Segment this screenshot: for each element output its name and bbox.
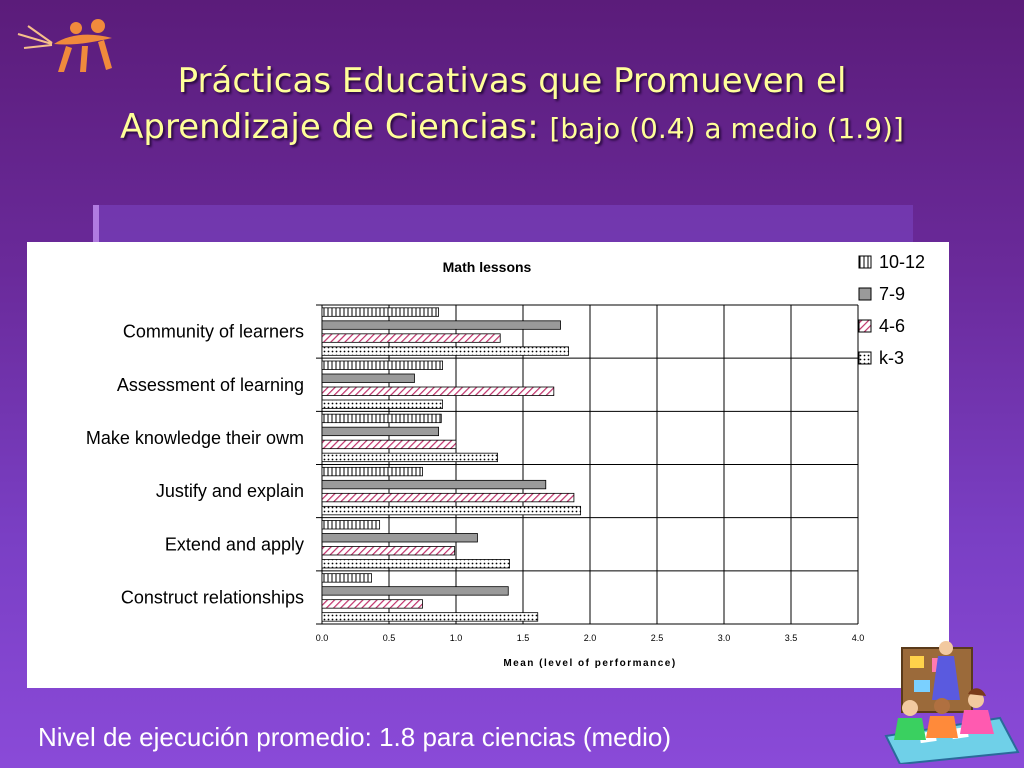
bar-4-6-3 xyxy=(322,493,574,502)
classroom-clipart-icon xyxy=(880,640,1020,764)
legend-label: 10-12 xyxy=(879,252,926,272)
bar-k-3-5 xyxy=(322,613,538,622)
bar-7-9-5 xyxy=(322,587,508,596)
category-label: Construct relationships xyxy=(120,587,304,608)
decorative-band-edge xyxy=(93,205,99,245)
bar-4-6-4 xyxy=(322,547,455,556)
x-tick-label: 1.0 xyxy=(449,633,463,643)
bar-7-9-1 xyxy=(322,374,414,383)
bar-k-3-0 xyxy=(322,347,569,356)
bar-4-6-2 xyxy=(322,440,456,449)
bar-k-3-3 xyxy=(322,506,581,515)
bar-7-9-2 xyxy=(322,427,439,436)
chart-panel xyxy=(27,242,949,688)
footer-note: Nivel de ejecución promedio: 1.8 para ciencias (medio) xyxy=(38,722,671,752)
bar-4-6-5 xyxy=(322,600,423,609)
legend-swatch-k-3 xyxy=(859,352,871,364)
x-tick-label: 1.5 xyxy=(516,633,530,643)
legend-swatch-7-9 xyxy=(859,288,871,300)
x-tick-label: 3.0 xyxy=(717,633,731,643)
legend-label: 4-6 xyxy=(879,316,906,336)
bar-10-12-4 xyxy=(322,521,380,530)
x-axis-label: Mean (level of performance) xyxy=(503,658,677,669)
legend-label: 7-9 xyxy=(879,284,906,304)
x-tick-label: 0.5 xyxy=(382,633,396,643)
legend-swatch-4-6 xyxy=(859,320,871,332)
category-label: Make knowledge their owm xyxy=(85,427,304,448)
title-line-1: Prácticas Educativas que Promueven el xyxy=(177,61,847,101)
category-label: Assessment of learning xyxy=(116,374,304,395)
x-tick-label: 2.5 xyxy=(650,633,664,643)
bar-10-12-2 xyxy=(322,414,441,423)
category-label: Community of learners xyxy=(122,321,304,342)
bar-chart xyxy=(27,242,949,688)
bar-7-9-3 xyxy=(322,480,546,489)
bar-k-3-4 xyxy=(322,560,510,569)
x-tick-label: 4.0 xyxy=(851,633,865,643)
chart-title: Math lessons xyxy=(442,259,532,275)
bar-4-6-0 xyxy=(322,334,500,343)
bar-7-9-0 xyxy=(322,321,561,330)
category-label: Justify and explain xyxy=(155,481,304,502)
x-tick-label: 0.0 xyxy=(315,633,329,643)
bar-k-3-2 xyxy=(322,453,498,462)
x-tick-label: 3.5 xyxy=(784,633,798,643)
bar-10-12-3 xyxy=(322,467,423,476)
bar-10-12-0 xyxy=(322,308,439,317)
legend-label: k-3 xyxy=(879,348,905,368)
bar-10-12-1 xyxy=(322,361,443,370)
title-suffix: [bajo (0.4) a medio (1.9)] xyxy=(549,112,904,145)
legend-swatch-10-12 xyxy=(859,256,871,268)
title-line-2: Aprendizaje de Ciencias: xyxy=(120,107,539,147)
x-tick-label: 2.0 xyxy=(583,633,597,643)
bar-7-9-4 xyxy=(322,534,477,543)
bar-k-3-1 xyxy=(322,400,443,409)
slide-title xyxy=(0,58,1024,152)
decorative-band xyxy=(93,205,913,245)
category-label: Extend and apply xyxy=(164,534,304,555)
bar-4-6-1 xyxy=(322,387,554,396)
bar-10-12-5 xyxy=(322,574,372,583)
